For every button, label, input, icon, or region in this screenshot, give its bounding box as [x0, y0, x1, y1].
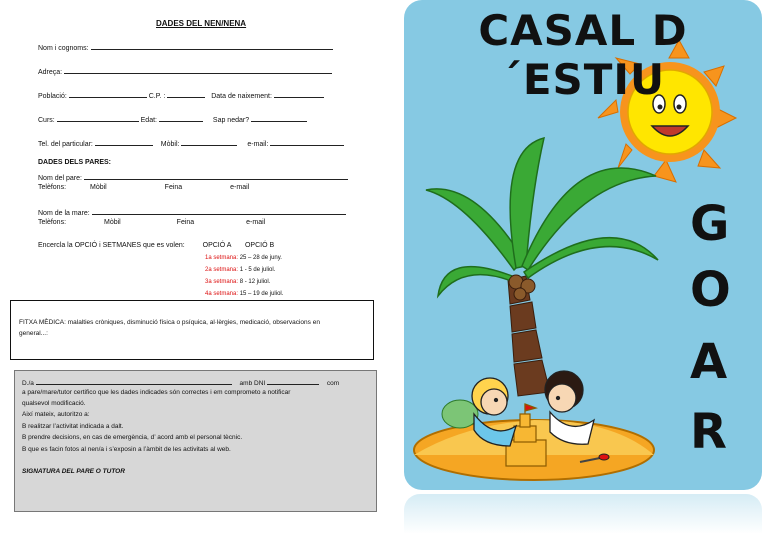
- medical-text: FITXA MÈDICA: malalties cròniques, disminució física o psíquica, al·lèrgies, medicació, observacions en general...:: [19, 319, 320, 337]
- signature-label: SIGNATURA DEL PARE O TUTOR: [22, 468, 125, 475]
- vertical-letter-g: G: [690, 196, 730, 252]
- auth-name-field[interactable]: [36, 377, 232, 385]
- phones-label: Telèfons:: [38, 184, 67, 191]
- mother-row: [38, 207, 346, 217]
- mother-phones-row: [38, 219, 265, 226]
- name-row: [38, 42, 333, 52]
- email2-label: e-mail: [246, 219, 266, 226]
- father-phones-row: [38, 184, 249, 191]
- vertical-letter-o: O: [690, 262, 731, 318]
- father-label: Nom del pare:: [38, 175, 82, 182]
- address-row: [38, 66, 332, 76]
- auth-line-6: B prendre decisions, en cas de emergència, d’ acord amb el personal tècnic.: [22, 434, 243, 441]
- medical-box[interactable]: [10, 300, 374, 360]
- course-field[interactable]: [57, 114, 139, 122]
- swim-field[interactable]: [251, 114, 307, 122]
- birth-field[interactable]: [274, 90, 324, 98]
- age-label: Edat:: [140, 117, 157, 124]
- town-row: [38, 90, 324, 100]
- father-field[interactable]: [84, 172, 348, 180]
- work-label: Feina: [176, 219, 195, 226]
- mother-field[interactable]: [92, 207, 346, 215]
- auth-line-4: Així mateix, autoritzo a:: [22, 411, 90, 418]
- mobile2-label: Mòbil: [89, 184, 107, 191]
- email-field[interactable]: [270, 138, 344, 146]
- course-row: [38, 114, 307, 124]
- address-field[interactable]: [64, 66, 332, 74]
- vertical-letter-r: R: [690, 404, 727, 460]
- week-1[interactable]: 1a setmana: 25 – 28 de juny.: [205, 255, 282, 261]
- option-prompt: Encercla la OPCIÓ i SETMANES que es volen:: [38, 242, 185, 249]
- zip-field[interactable]: [167, 90, 205, 98]
- phone-row: [38, 138, 344, 148]
- address-label: Adreça:: [38, 69, 63, 76]
- swim-label: Sap nedar?: [212, 117, 250, 124]
- name-label: Nom i cognoms:: [38, 45, 89, 52]
- mobile2-label: Mòbil: [103, 219, 121, 226]
- week-2[interactable]: 2a setmana: 1 - 5 de juliol.: [205, 267, 276, 273]
- email-label: e-mail:: [247, 141, 269, 148]
- birth-label: Data de naixement:: [211, 93, 272, 100]
- phones-label: Telèfons:: [38, 219, 67, 226]
- parents-heading: DADES DELS PARES:: [38, 159, 111, 166]
- work-label: Feina: [164, 184, 183, 191]
- option-b[interactable]: OPCIÓ B: [244, 242, 275, 249]
- course-label: Curs:: [38, 117, 55, 124]
- auth-dni-field[interactable]: [267, 377, 319, 385]
- email2-label: e-mail: [230, 184, 250, 191]
- cover-reflection: [404, 494, 762, 534]
- auth-line-2: a pare/mare/tutor certifico que les dades indicades són correctes i em comprometo a notificar: [22, 389, 291, 396]
- name-field[interactable]: [91, 42, 333, 50]
- zip-label: C.P. :: [148, 93, 166, 100]
- mother-label: Nom de la mare:: [38, 210, 90, 217]
- enrollment-form: [0, 0, 390, 532]
- mobile-field[interactable]: [181, 138, 237, 146]
- phone-field[interactable]: [95, 138, 153, 146]
- option-a[interactable]: OPCIÓ A: [202, 242, 232, 249]
- auth-line-3: qualsevol modificació.: [22, 400, 86, 407]
- authorization-box: [14, 370, 377, 512]
- auth-line-7: B que es facin fotos al nen/a i s’exposin a l’àmbit de les activitats al web.: [22, 446, 231, 453]
- form-title: DADES DEL NEN/NENA: [156, 19, 247, 28]
- age-field[interactable]: [159, 114, 203, 122]
- cover-headline: CASAL D´ESTIU: [478, 6, 688, 104]
- phone-label: Tel. del particular:: [38, 141, 93, 148]
- week-4[interactable]: 4a setmana: 15 – 19 de juliol.: [205, 291, 284, 297]
- town-field[interactable]: [69, 90, 147, 98]
- vertical-letter-a: A: [690, 334, 728, 390]
- week-3[interactable]: 3a setmana: 8 - 12 juliol.: [205, 279, 271, 285]
- auth-line-5: B realitzar l’activitat indicada a dalt.: [22, 423, 124, 430]
- town-label: Població:: [38, 93, 67, 100]
- father-row: [38, 172, 348, 182]
- boy-figure: [545, 371, 594, 444]
- mobile-label: Mòbil:: [160, 141, 180, 148]
- girl-figure: [472, 378, 516, 446]
- option-row: [38, 242, 274, 249]
- auth-line-1: D./a amb DNI com: [22, 377, 339, 387]
- cover-panel: [404, 0, 762, 490]
